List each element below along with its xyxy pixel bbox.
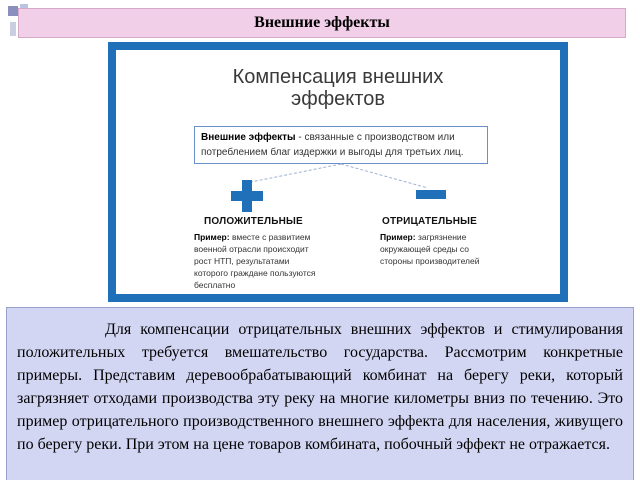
body-text-panel [6,307,634,480]
plus-icon [231,180,263,212]
page-title: Внешние эффекты [18,8,626,38]
square-shape [8,6,18,16]
positive-heading: ПОЛОЖИТЕЛЬНЫЕ [204,216,303,227]
connector-right [341,164,428,188]
body-paragraph: Для компенсации отрицательных внешних эффектов и стимулирования положительных требуется вмешательство государства. Рассмотрим конкретные примеры. Представим деревообрабатывающий комбинат на берегу реки, который загрязняет отходами производства эту реку на многие километры вниз по течению. Это пример отрицательного производственного внешнего эффекта для населения, живущего по берегу реки. При этом на цене товаров комбината, побочный эффект не отражается. [17,321,623,453]
positive-example-label: Пример: [194,232,230,242]
slide-content [116,50,560,294]
minus-icon [416,190,446,199]
definition-text: - связанные с производством или потреблением благ издержки и выгоды для третьих лиц. [201,132,464,158]
positive-example-text: вместе с развитием военной отрасли происходит рост НТП, результатами которого граждане пользуются бесплатно [194,232,316,290]
square-shape [10,22,16,36]
slide-title-line1: Компенсация внешних [232,66,444,88]
negative-heading: ОТРИЦАТЕЛЬНЫЕ [382,216,478,227]
negative-example-label: Пример: [380,232,416,242]
definition-term: Внешние эффекты [201,132,296,143]
negative-example-text: загрязнение окружающей среды со стороны производителей [380,232,480,266]
connector-left [251,164,341,182]
slide-title-line2: эффектов [291,88,385,110]
positive-example [194,231,324,291]
slide-image [108,42,568,302]
negative-example [380,231,500,267]
